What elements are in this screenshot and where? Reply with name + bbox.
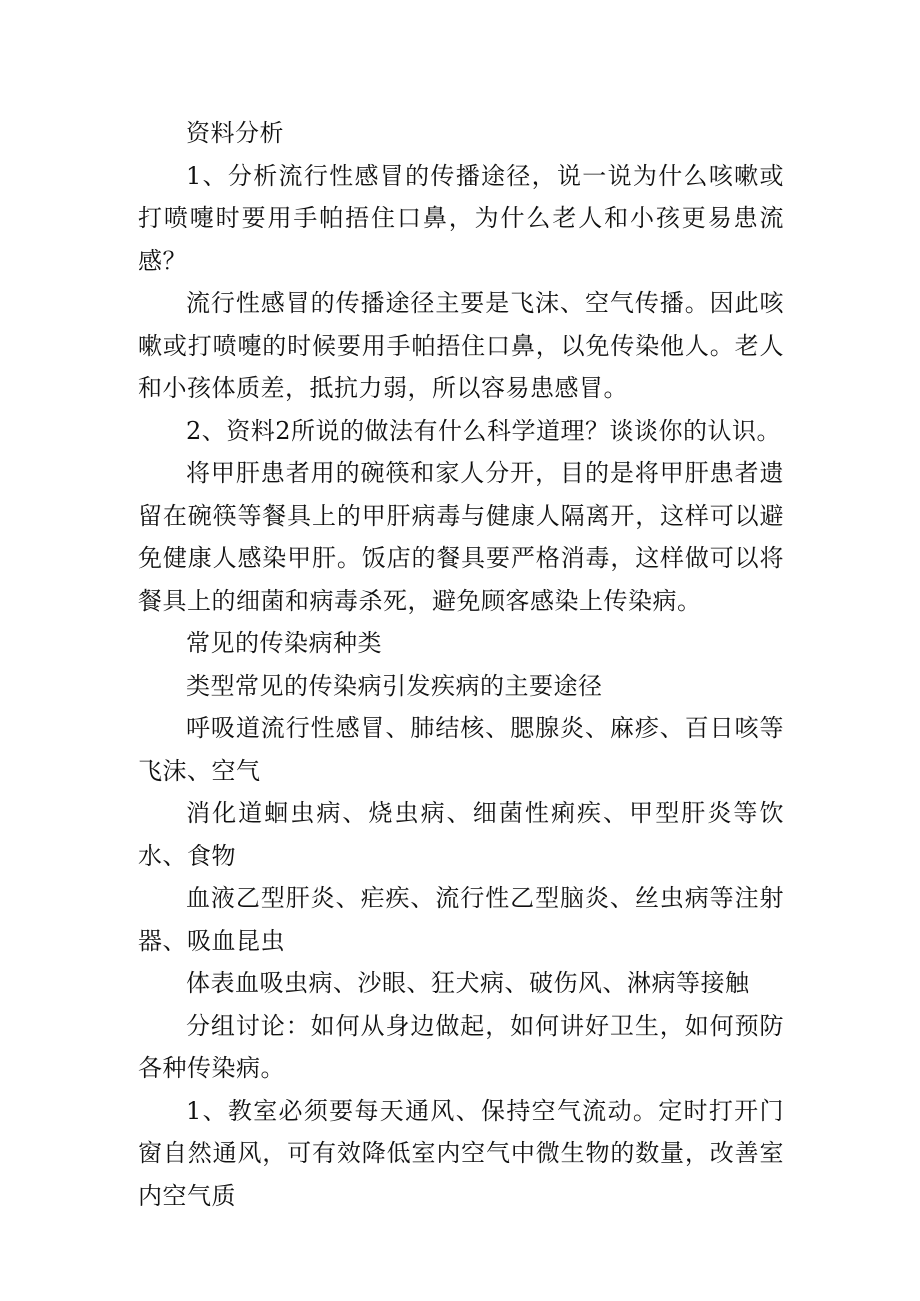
table-header-line: 类型常见的传染病引发疾病的主要途径 bbox=[186, 671, 603, 700]
heading-material-analysis: 资料分析 bbox=[186, 119, 284, 147]
digestive-line: 消化道蛔虫病、烧虫病、细菌性痢疾、甲型肝炎等饮水、食物 bbox=[138, 799, 784, 870]
answer-2: 将甲肝患者用的碗筷和家人分开，目的是将甲肝患者遗留在碗筷等餐具上的甲肝病毒与健康人隔离开，这样可以避免健康人感染甲肝。饭店的餐具要严格消毒，这样做可以将餐具上的细菌和病毒杀死，避免顾客感染上传染病。 bbox=[138, 459, 784, 615]
respiratory-line: 呼吸道流行性感冒、肺结核、腮腺炎、麻疹、百日咳等飞沫、空气 bbox=[138, 714, 784, 785]
question-2: 2、资料2所说的做法有什么科学道理？谈谈你的认识。 bbox=[186, 416, 782, 445]
heading-common-diseases: 常见的传染病种类 bbox=[186, 629, 382, 657]
group-discussion: 分组讨论：如何从身边做起，如何讲好卫生，如何预防各种传染病。 bbox=[138, 1011, 784, 1082]
blood-line: 血液乙型肝炎、疟疾、流行性乙型脑炎、丝虫病等注射器、吸血昆虫 bbox=[138, 884, 784, 955]
question-1: 1、分析流行性感冒的传播途径，说一说为什么咳嗽或打喷嚏时要用手帕捂住口鼻，为什么老人和小孩更易患流感？ bbox=[138, 161, 784, 275]
answer-1: 流行性感冒的传播途径主要是飞沫、空气传播。因此咳嗽或打喷嚏的时候要用手帕捂住口鼻，以免传染他人。老人和小孩体质差，抵抗力弱，所以容易患感冒。 bbox=[138, 289, 784, 402]
surface-line: 体表血吸虫病、沙眼、狂犬病、破伤风、淋病等接触 bbox=[186, 969, 750, 997]
document-body bbox=[138, 112, 784, 1217]
measure-1: 1、教室必须要每天通风、保持空气流动。定时打开门窗自然通风，可有效降低室内空气中微生物的数量，改善室内空气质 bbox=[138, 1096, 784, 1210]
